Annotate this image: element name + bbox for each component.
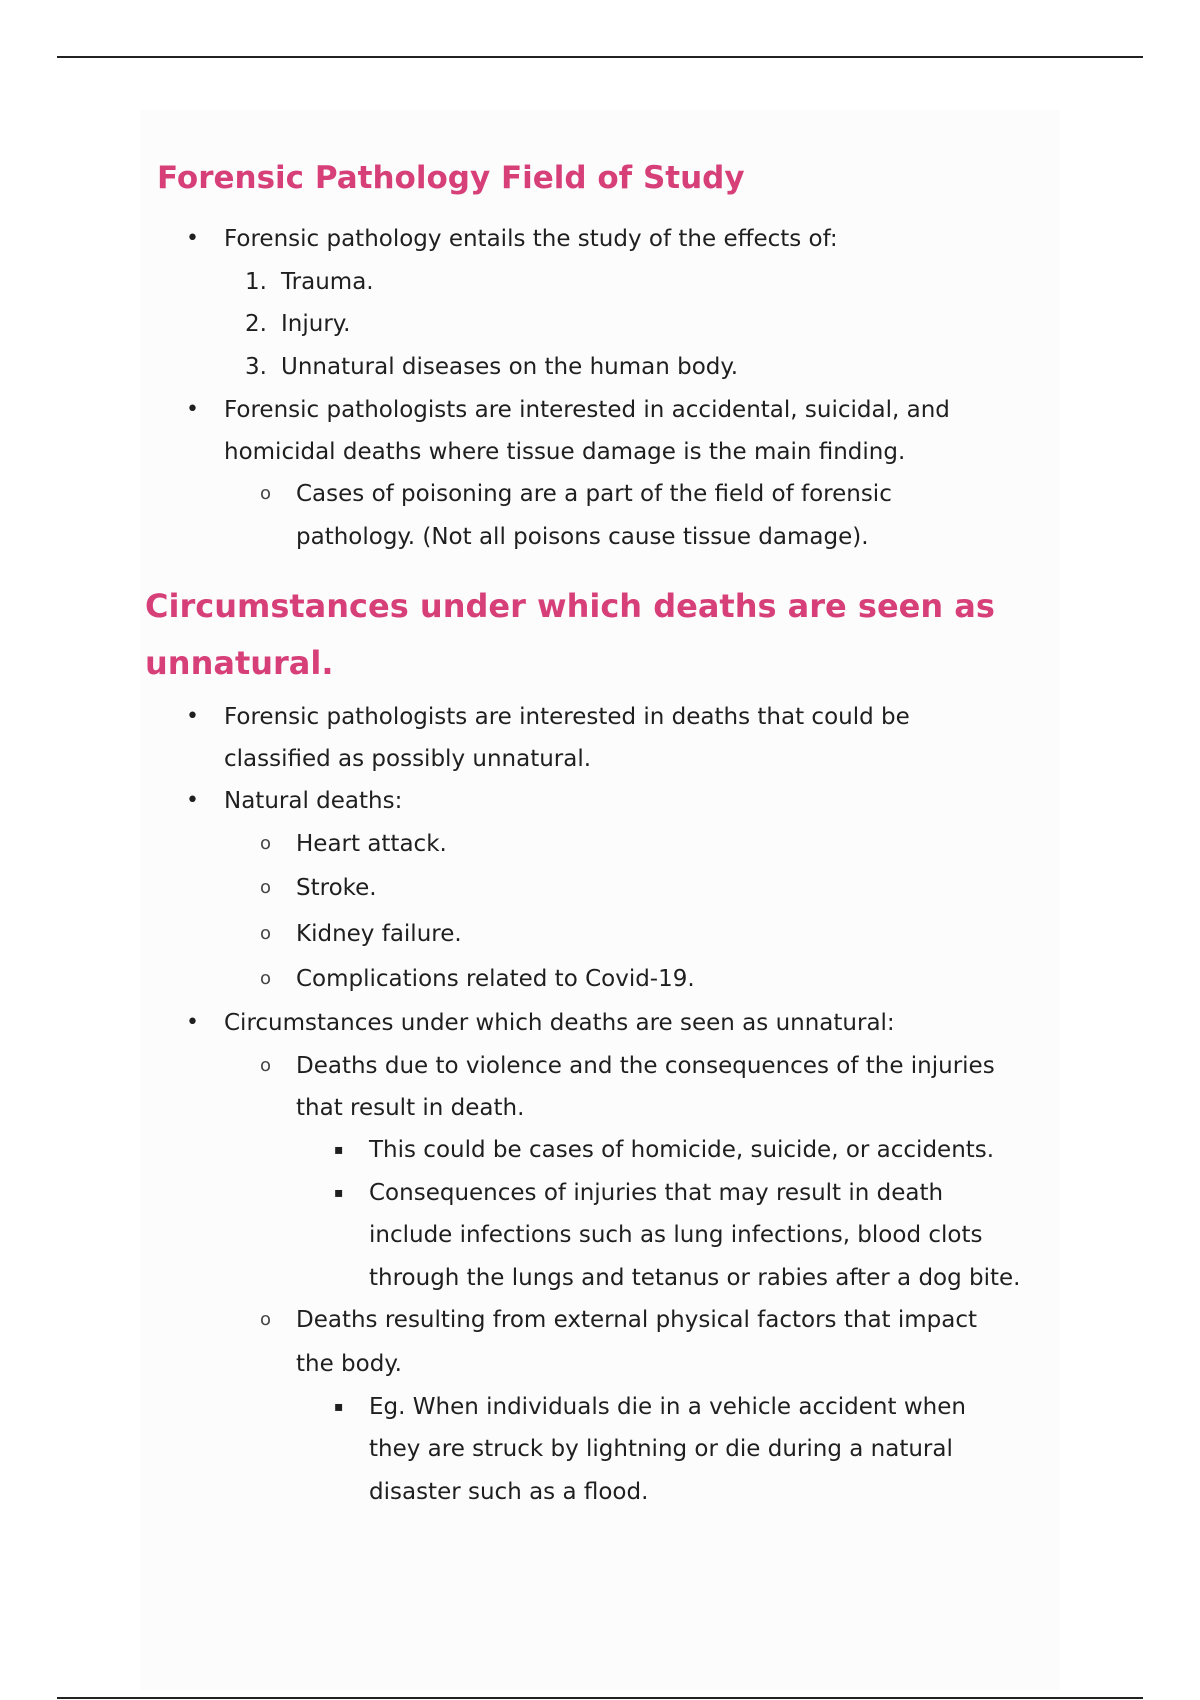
circle-bullet-icon: o [260,968,272,989]
list-item: Deaths due to violence and the consequences of the injuries [296,1053,995,1079]
list-item: Forensic pathologists are interested in accidental, suicidal, and [224,397,950,423]
bullet-icon: • [186,397,199,422]
list-item: Forensic pathologists are interested in deaths that could be [224,704,910,730]
square-bullet-icon: ▪ [334,1142,344,1158]
square-bullet-icon: ▪ [334,1399,344,1415]
list-item-continuation: disaster such as a flood. [369,1479,649,1505]
list-item: Unnatural diseases on the human body. [281,354,739,380]
list-item-continuation: the body. [296,1351,402,1377]
list-item: Complications related to Covid-19. [296,966,695,992]
list-item-continuation: include infections such as lung infections, blood clots [369,1222,983,1248]
list-item: Forensic pathology entails the study of the effects of: [224,226,838,252]
bullet-icon: • [186,226,199,251]
list-item: Kidney failure. [296,921,462,947]
circle-bullet-icon: o [260,483,272,504]
bullet-icon: • [186,788,199,813]
list-item: Heart attack. [296,831,447,857]
list-item: Natural deaths: [224,788,403,814]
section-title-unnatural-deaths [145,578,1045,692]
list-item: Trauma. [281,269,374,295]
title-line: unnatural. [145,644,334,682]
list-number: 1. [245,269,267,295]
header-rule [57,56,1143,58]
section-title-forensic-pathology: Forensic Pathology Field of Study [157,160,745,196]
footer-rule [57,1697,1143,1699]
circle-bullet-icon: o [260,923,272,944]
list-item-continuation: homicidal deaths where tissue damage is the main finding. [224,439,906,465]
list-item-continuation: they are struck by lightning or die during a natural [369,1436,953,1462]
list-item: Cases of poisoning are a part of the field of forensic [296,481,892,507]
circle-bullet-icon: o [260,877,272,898]
list-item: Consequences of injuries that may result in death [369,1180,944,1206]
list-item: Deaths resulting from external physical factors that impact [296,1307,978,1333]
square-bullet-icon: ▪ [334,1185,344,1201]
title-line: Circumstances under which deaths are seen as [145,587,995,625]
list-item: Eg. When individuals die in a vehicle accident when [369,1394,966,1420]
bullet-icon: • [186,1010,199,1035]
list-item: Circumstances under which deaths are seen as unnatural: [224,1010,895,1036]
list-item: Injury. [281,311,351,337]
list-item: Stroke. [296,875,377,901]
list-item-continuation: that result in death. [296,1095,525,1121]
list-item-continuation: classified as possibly unnatural. [224,746,592,772]
bullet-icon: • [186,704,199,729]
list-item-continuation: pathology. (Not all poisons cause tissue damage). [296,524,869,550]
list-item: This could be cases of homicide, suicide, or accidents. [369,1137,995,1163]
list-number: 3. [245,354,267,380]
circle-bullet-icon: o [260,1055,272,1076]
list-item-continuation: through the lungs and tetanus or rabies after a dog bite. [369,1265,1021,1291]
circle-bullet-icon: o [260,1309,272,1330]
list-number: 2. [245,311,267,337]
circle-bullet-icon: o [260,833,272,854]
